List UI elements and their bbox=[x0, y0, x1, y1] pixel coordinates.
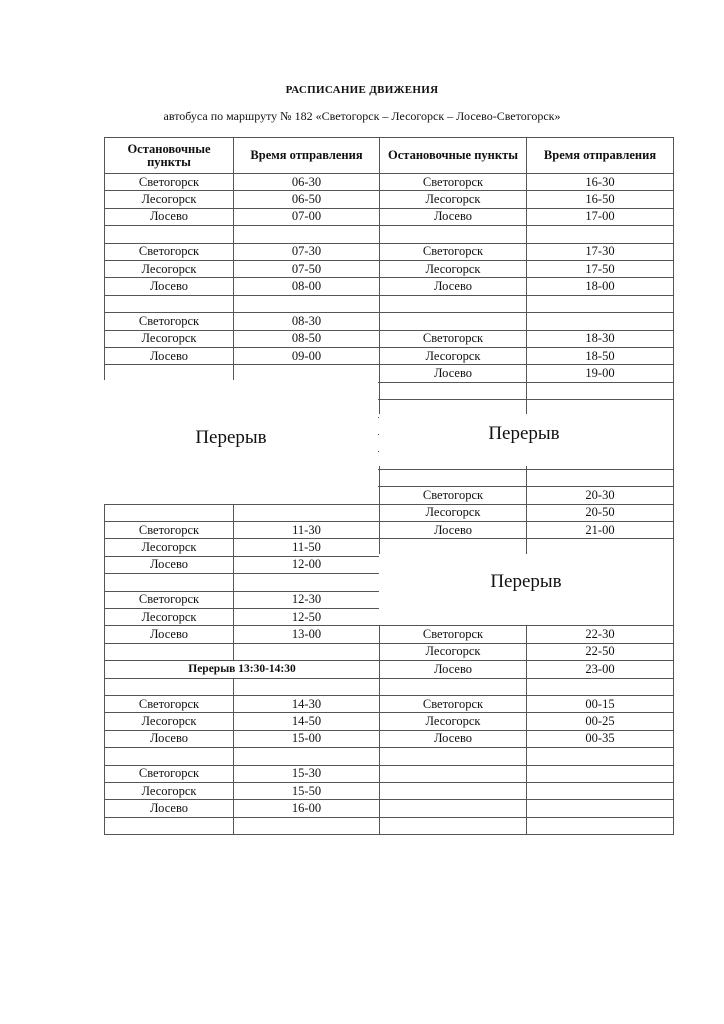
break-label-left: Перерыв bbox=[195, 427, 267, 448]
table-cell-stop-right: Лосево bbox=[379, 277, 527, 295]
break-overlay-left bbox=[104, 380, 378, 504]
table-cell-time-left: 12-50 bbox=[233, 608, 380, 626]
table-cell-stop-left: Лосево bbox=[104, 347, 234, 365]
table-cell-time-left: 07-30 bbox=[233, 243, 380, 261]
table-cell-stop-left: Светогорск bbox=[104, 765, 234, 783]
table-cell-time-right bbox=[526, 799, 674, 817]
table-cell-stop-right bbox=[379, 469, 527, 487]
table-cell-time-right: 22-50 bbox=[526, 643, 674, 661]
table-cell-stop-left bbox=[104, 678, 234, 696]
table-cell-stop-left: Лосево bbox=[104, 277, 234, 295]
table-cell-stop-left: Лосево bbox=[104, 799, 234, 817]
table-cell-stop-left: Светогорск bbox=[104, 521, 234, 539]
table-cell-stop-left: Светогорск bbox=[104, 591, 234, 609]
table-cell-time-left: 12-00 bbox=[233, 556, 380, 574]
table-cell-time-right: 00-35 bbox=[526, 730, 674, 748]
table-cell-stop-left: Светогорск bbox=[104, 243, 234, 261]
table-cell-time-right: 18-30 bbox=[526, 330, 674, 348]
table-cell-time-left: 06-30 bbox=[233, 173, 380, 191]
break-label-right-upper: Перерыв bbox=[488, 423, 560, 444]
table-cell-stop-left: Лосево bbox=[104, 625, 234, 643]
table-cell-stop-left: Лосево bbox=[104, 208, 234, 226]
table-cell-time-right: 17-50 bbox=[526, 260, 674, 278]
table-cell-stop-left bbox=[104, 225, 234, 243]
table-cell-time-right: 00-25 bbox=[526, 712, 674, 730]
table-cell-time-left: 11-50 bbox=[233, 538, 380, 556]
table-cell-time-right bbox=[526, 782, 674, 800]
table-cell-time-right bbox=[526, 295, 674, 313]
table-cell-stop-left bbox=[104, 295, 234, 313]
route-subtitle: автобуса по маршруту № 182 «Светогорск – Лесогорск – Лосево-Светогорск» bbox=[163, 109, 561, 123]
table-cell-time-right bbox=[526, 469, 674, 487]
table-cell-stop-left: Лесогорск bbox=[104, 190, 234, 208]
table-cell-time-right: 19-00 bbox=[526, 364, 674, 382]
page-title: РАСПИСАНИЕ ДВИЖЕНИЯ bbox=[285, 84, 439, 96]
table-cell-time-left: 15-00 bbox=[233, 730, 380, 748]
table-cell-time-left bbox=[233, 817, 380, 835]
table-cell-time-right: 17-00 bbox=[526, 208, 674, 226]
header-cell-stop-right: Остановочные пункты bbox=[379, 137, 527, 174]
table-cell-stop-right: Лосево bbox=[379, 208, 527, 226]
table-cell-stop-right: Светогорск bbox=[379, 173, 527, 191]
table-cell-time-left bbox=[233, 747, 380, 765]
table-cell-stop-right bbox=[379, 678, 527, 696]
table-cell-time-right bbox=[526, 312, 674, 330]
table-cell-time-right: 22-30 bbox=[526, 625, 674, 643]
break-label-right-lower: Перерыв bbox=[490, 570, 562, 592]
table-cell-time-left: 16-00 bbox=[233, 799, 380, 817]
header-cell-time-left: Время отправления bbox=[233, 137, 380, 174]
table-cell-stop-right bbox=[379, 765, 527, 783]
table-cell-time-left: 12-30 bbox=[233, 591, 380, 609]
table-cell-time-left bbox=[233, 225, 380, 243]
table-cell-stop-left: Лесогорск bbox=[104, 260, 234, 278]
header-cell-time-right: Время отправления bbox=[526, 137, 674, 174]
table-cell-time-left: 06-50 bbox=[233, 190, 380, 208]
table-cell-stop-left bbox=[104, 817, 234, 835]
table-cell-stop-right: Лесогорск bbox=[379, 712, 527, 730]
table-cell-stop-right: Светогорск bbox=[379, 695, 527, 713]
table-cell-stop-right bbox=[379, 312, 527, 330]
table-cell-stop-left bbox=[104, 643, 234, 661]
lunch-break-cell: Перерыв 13:30-14:30 bbox=[104, 660, 380, 678]
table-cell-stop-right: Лосево bbox=[379, 364, 527, 382]
table-cell-time-right: 00-15 bbox=[526, 695, 674, 713]
table-cell-stop-left: Лосево bbox=[104, 730, 234, 748]
table-cell-time-right bbox=[526, 678, 674, 696]
table-cell-time-left bbox=[233, 643, 380, 661]
break-overlay-right-upper bbox=[379, 414, 673, 466]
table-cell-time-right bbox=[526, 225, 674, 243]
table-cell-stop-right: Лосево bbox=[379, 660, 527, 678]
table-cell-stop-right bbox=[379, 295, 527, 313]
table-cell-time-right: 23-00 bbox=[526, 660, 674, 678]
table-cell-stop-right bbox=[379, 225, 527, 243]
table-cell-time-left: 08-50 bbox=[233, 330, 380, 348]
table-cell-time-right: 20-30 bbox=[526, 486, 674, 504]
table-cell-stop-right: Светогорск bbox=[379, 486, 527, 504]
table-cell-time-left bbox=[233, 678, 380, 696]
table-cell-stop-left: Лесогорск bbox=[104, 712, 234, 730]
table-cell-time-left: 08-30 bbox=[233, 312, 380, 330]
table-cell-time-left: 15-30 bbox=[233, 765, 380, 783]
table-cell-time-right: 21-00 bbox=[526, 521, 674, 539]
table-cell-time-left: 14-50 bbox=[233, 712, 380, 730]
table-cell-time-right: 20-50 bbox=[526, 504, 674, 522]
table-cell-time-left: 08-00 bbox=[233, 277, 380, 295]
table-cell-stop-right: Лосево bbox=[379, 730, 527, 748]
break-overlay-right-lower bbox=[379, 554, 673, 625]
table-cell-time-right: 16-30 bbox=[526, 173, 674, 191]
header-cell-stop-left: Остановочные пункты bbox=[104, 137, 234, 174]
table-cell-stop-left bbox=[104, 573, 234, 591]
table-cell-time-left: 07-50 bbox=[233, 260, 380, 278]
table-cell-stop-right: Лесогорск bbox=[379, 643, 527, 661]
table-cell-stop-left: Лесогорск bbox=[104, 782, 234, 800]
table-cell-stop-right bbox=[379, 817, 527, 835]
table-cell-stop-left: Светогорск bbox=[104, 695, 234, 713]
table-cell-time-right bbox=[526, 747, 674, 765]
table-cell-stop-left: Лосево bbox=[104, 556, 234, 574]
table-cell-stop-right: Светогорск bbox=[379, 330, 527, 348]
table-cell-time-left: 11-30 bbox=[233, 521, 380, 539]
table-cell-time-right: 16-50 bbox=[526, 190, 674, 208]
table-cell-stop-left: Лесогорск bbox=[104, 538, 234, 556]
table-cell-time-right bbox=[526, 382, 674, 400]
table-cell-stop-right bbox=[379, 382, 527, 400]
table-cell-time-left bbox=[233, 295, 380, 313]
table-cell-stop-left: Светогорск bbox=[104, 173, 234, 191]
table-cell-stop-left: Светогорск bbox=[104, 312, 234, 330]
table-cell-stop-right bbox=[379, 799, 527, 817]
table-cell-time-right: 17-30 bbox=[526, 243, 674, 261]
table-cell-time-left: 14-30 bbox=[233, 695, 380, 713]
table-cell-stop-right: Лесогорск bbox=[379, 347, 527, 365]
table-cell-time-left: 09-00 bbox=[233, 347, 380, 365]
table-cell-time-left: 07-00 bbox=[233, 208, 380, 226]
table-cell-time-left bbox=[233, 573, 380, 591]
table-cell-time-right: 18-00 bbox=[526, 277, 674, 295]
table-cell-time-right: 18-50 bbox=[526, 347, 674, 365]
table-cell-time-left bbox=[233, 504, 380, 522]
table-cell-stop-right: Светогорск bbox=[379, 625, 527, 643]
table-cell-time-left: 13-00 bbox=[233, 625, 380, 643]
table-cell-stop-right: Лесогорск bbox=[379, 504, 527, 522]
table-cell-stop-right bbox=[379, 747, 527, 765]
table-cell-stop-right: Светогорск bbox=[379, 243, 527, 261]
table-cell-stop-left bbox=[104, 747, 234, 765]
table-cell-stop-right bbox=[379, 782, 527, 800]
table-cell-stop-right: Лосево bbox=[379, 521, 527, 539]
table-cell-time-right bbox=[526, 765, 674, 783]
table-cell-time-left: 15-50 bbox=[233, 782, 380, 800]
table-cell-stop-left bbox=[104, 504, 234, 522]
table-cell-stop-left: Лесогорск bbox=[104, 330, 234, 348]
table-cell-stop-left: Лесогорск bbox=[104, 608, 234, 626]
table-cell-stop-right: Лесогорск bbox=[379, 190, 527, 208]
table-cell-time-right bbox=[526, 817, 674, 835]
table-cell-stop-right: Лесогорск bbox=[379, 260, 527, 278]
